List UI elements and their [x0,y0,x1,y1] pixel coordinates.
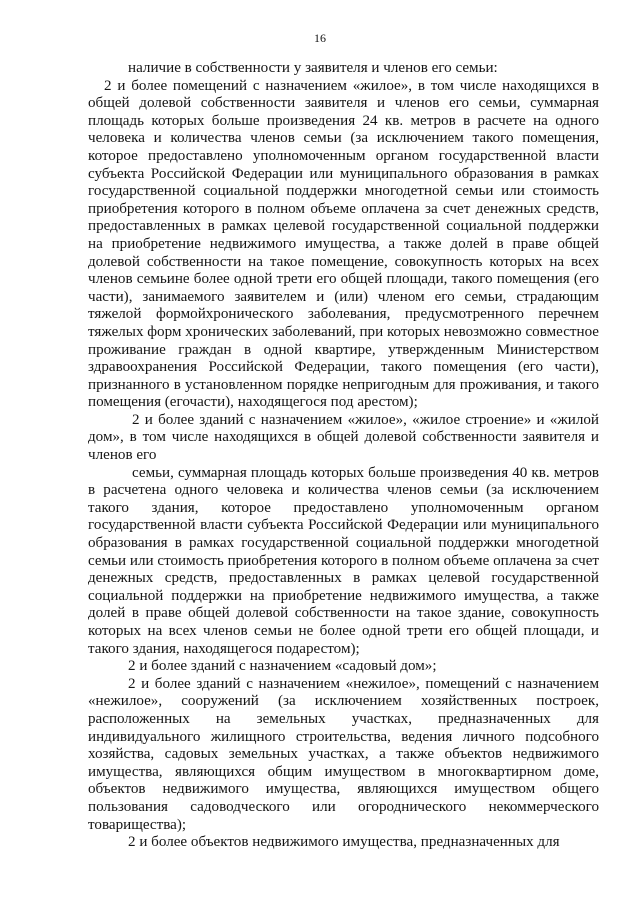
paragraph-premises: 2 и более помещений с назначением «жилое», в том числе находящихся в общей долевой собственности заявителя и членов его семьи, суммарная площадь которых больше произведения 24 кв. метров в расчете на одного человека и количества членов семьи (за исключением такого помещения, которое предоставлено уполномоченным органом государственной власти субъекта Российской Федерации или муниципального образования в рамках государственной социальной поддержки многодетной семьи или стоимость приобретения которого в полном объеме оплачена за счет денежных средств, предоставленных в рамках целевой государственной социальной поддержки на приобретение недвижимого имущества, а также долей в праве общей долевой собственности на такое помещение, совокупность которых на всех членов семьине более одной трети его общей площади, такого помещения (его части), занимаемого заявителем и (или) членом его семьи, страдающим тяжелой формойхронического заболевания, предусмотренного перечнем тяжелых форм хронических заболеваний, при которых невозможно совместное проживание граждан в одной квартире, утвержденным Министерством здравоохранения Российской Федерации, такого помещения (его части), признанного в установленном порядке непригодным для проживания, и такого помещения (егочасти), находящегося под арестом); [88,77,599,411]
paragraph-residential-buildings-cont: семьи, суммарная площадь которых больше произведения 40 кв. метров в расчетена одного человека и количества членов семьи (за исключением такого здания, которое предоставлено уполномоченным органом государственной власти субъекта Российской Федерации или муниципального образования в рамках государственной социальной поддержки многодетной семьи или стоимость приобретения которого в полном объеме оплачена за счет денежных средств, предоставленных в рамках целевой государственной социальной поддержки на приобретение недвижимого имущества, а также долей в праве общей долевой собственности на такое здание, совокупность которых на всех членов семьи не более одной трети его общей площади, и такого здания, находящегося подарестом); [88,464,599,657]
document-body [88,60,599,852]
paragraph-intro: наличие в собственности у заявителя и членов его семьи: [128,60,498,76]
paragraph-residential-buildings: 2 и более зданий с назначением «жилое», «жилое строение» и «жилой дом», в том числе находящихся в общей долевой собственности заявителя и членов его [88,411,599,464]
page-number: 16 [314,31,326,45]
paragraph-real-estate: 2 и более объектов недвижимого имущества, предназначенных для [128,834,560,851]
paragraph-nonresidential: 2 и более зданий с назначением «нежилое», помещений с назначением «нежилое», сооружений (за исключением хозяйственных построек, расположенных на земельных участках, предназначенных для индивидуального жилищного строительства, ведения личного подсобного хозяйства, садовых земельных участках, а также объектов недвижимого имущества, являющихся общим имуществом в многоквартирном доме, объектов недвижимого имущества, являющихся имуществом общего пользования садоводческого или огороднического некоммерческого товарищества); [88,675,599,833]
paragraph-garden-house: 2 и более зданий с назначением «садовый дом»; [128,658,437,675]
